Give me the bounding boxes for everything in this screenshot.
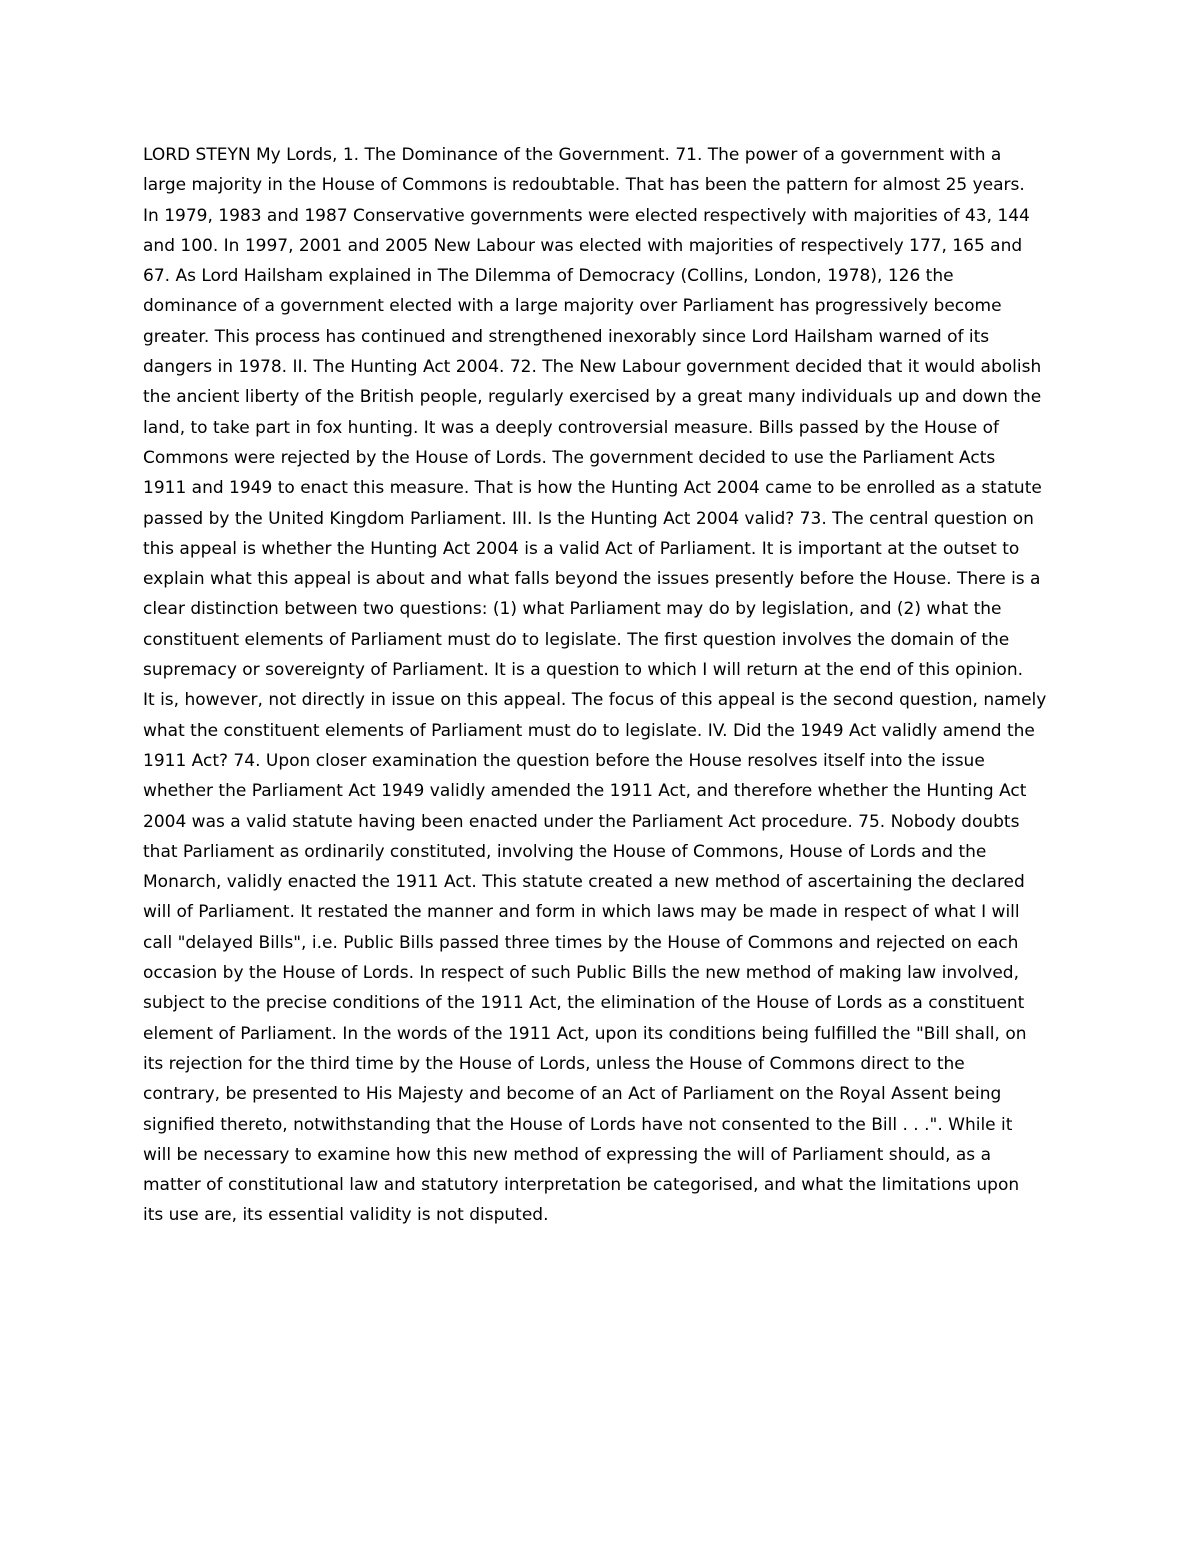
text-line: this appeal is whether the Hunting Act 2004 is a valid Act of Parliament. It is important at the outset to — [143, 538, 1020, 559]
text-line: element of Parliament. In the words of the 1911 Act, upon its conditions being fulfilled the "Bill shall, on — [143, 1023, 1027, 1044]
text-line: passed by the United Kingdom Parliament. III. Is the Hunting Act 2004 valid? 73. The central question on — [143, 508, 1034, 529]
text-line: signified thereto, notwithstanding that the House of Lords have not consented to the Bill . . .". While it — [143, 1114, 1013, 1135]
text-line: occasion by the House of Lords. In respect of such Public Bills the new method of making law involved, — [143, 963, 1020, 984]
text-line: contrary, be presented to His Majesty and become of an Act of Parliament on the Royal Assent being — [143, 1084, 1002, 1105]
text-line: and 100. In 1997, 2001 and 2005 New Labour was elected with majorities of respectively 177, 165 and — [143, 235, 1023, 256]
text-line: 1911 Act? 74. Upon closer examination the question before the House resolves itself into the issue — [143, 750, 985, 771]
text-line: whether the Parliament Act 1949 validly amended the 1911 Act, and therefore whether the Hunting Act — [143, 781, 1027, 802]
text-line: the ancient liberty of the British people, regularly exercised by a great many individuals up and down the — [143, 387, 1042, 408]
text-line: will of Parliament. It restated the manner and form in which laws may be made in respect of what I will — [143, 902, 1020, 923]
text-line: will be necessary to examine how this new method of expressing the will of Parliament should, as a — [143, 1144, 991, 1165]
text-line: dominance of a government elected with a large majority over Parliament has progressively become — [143, 296, 1002, 317]
text-line: It is, however, not directly in issue on this appeal. The focus of this appeal is the second question, namely — [143, 690, 1047, 711]
text-line: Commons were rejected by the House of Lords. The government decided to use the Parliament Acts — [143, 447, 996, 468]
text-line: Monarch, validly enacted the 1911 Act. This statute created a new method of ascertaining the declared — [143, 872, 1025, 893]
text-line: LORD STEYN My Lords, 1. The Dominance of the Government. 71. The power of a government with a — [143, 145, 1002, 165]
text-line: supremacy or sovereignty of Parliament. It is a question to which I will return at the end of this opinion. — [143, 660, 1023, 681]
text-line: large majority in the House of Commons is redoubtable. That has been the pattern for almost 25 years. — [143, 175, 1025, 196]
text-line: constituent elements of Parliament must do to legislate. The first question involves the domain of the — [143, 629, 1010, 650]
text-line: dangers in 1978. II. The Hunting Act 2004. 72. The New Labour government decided that it would abolish — [143, 357, 1042, 378]
text-line: call "delayed Bills", i.e. Public Bills passed three times by the House of Commons and rejected on each — [143, 932, 1019, 953]
body-text — [143, 140, 1073, 1231]
text-line: that Parliament as ordinarily constituted, involving the House of Commons, House of Lords and the — [143, 841, 987, 862]
text-line: land, to take part in fox hunting. It was a deeply controversial measure. Bills passed by the House of — [143, 417, 1000, 438]
text-line: matter of constitutional law and statutory interpretation be categorised, and what the limitations upon — [143, 1175, 1020, 1196]
text-line: its rejection for the third time by the House of Lords, unless the House of Commons direct to the — [143, 1053, 965, 1074]
text-line: its use are, its essential validity is not disputed. — [143, 1205, 549, 1226]
text-line: clear distinction between two questions: (1) what Parliament may do by legislation, and (2) what the — [143, 599, 1002, 620]
text-line: 2004 was a valid statute having been enacted under the Parliament Act procedure. 75. Nobody doubts — [143, 811, 1020, 832]
text-line: 1911 and 1949 to enact this measure. That is how the Hunting Act 2004 came to be enrolled as a statute — [143, 478, 1042, 499]
text-line: greater. This process has continued and strengthened inexorably since Lord Hailsham warned of its — [143, 326, 990, 347]
text-line: what the constituent elements of Parliament must do to legislate. IV. Did the 1949 Act validly amend the — [143, 720, 1035, 741]
text-line: 67. As Lord Hailsham explained in The Dilemma of Democracy (Collins, London, 1978), 126 the — [143, 266, 954, 287]
text-line: explain what this appeal is about and what falls beyond the issues presently before the House. There is a — [143, 569, 1041, 590]
text-line: subject to the precise conditions of the 1911 Act, the elimination of the House of Lords as a constituent — [143, 993, 1025, 1014]
text-line: In 1979, 1983 and 1987 Conservative governments were elected respectively with majorities of 43, 144 — [143, 205, 1030, 226]
